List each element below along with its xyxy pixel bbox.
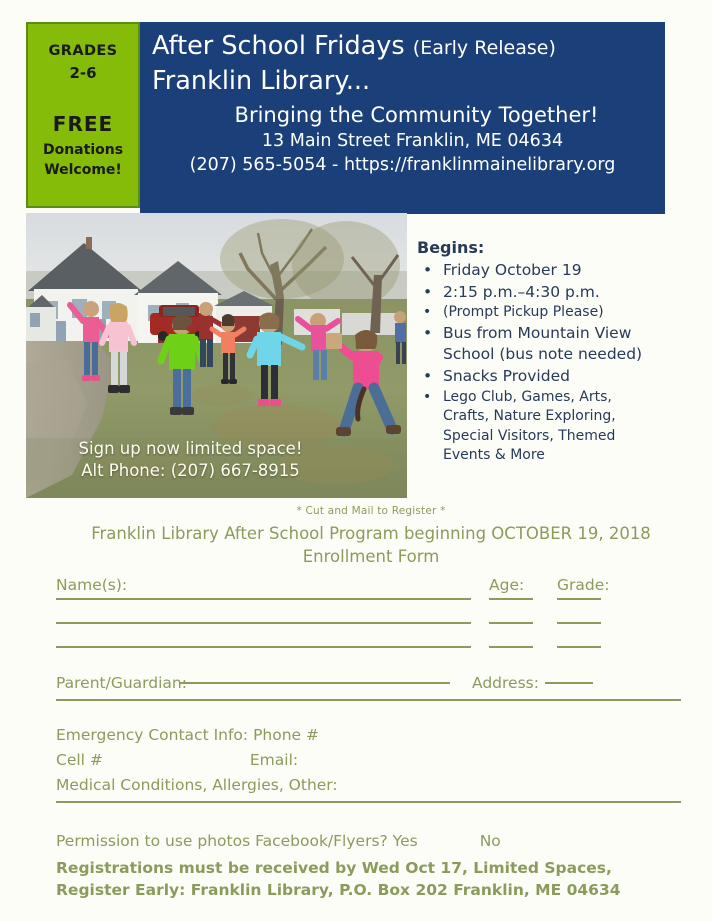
photo-caption-signup: Sign up now limited space!: [78, 439, 303, 458]
list-item-label: Snacks Provided: [443, 367, 570, 386]
free-label: FREE: [52, 111, 114, 136]
list-item: [417, 388, 687, 407]
registration-mailing-address: Register Early: Franklin Library, P.O. Box 202 Franklin, ME 04634: [56, 880, 621, 899]
list-item-continuation: [417, 446, 687, 465]
grade-input-line-2[interactable]: [557, 622, 601, 624]
emergency-contact-row[interactable]: [56, 726, 684, 751]
list-item-label: Lego Club, Games, Arts,: [443, 388, 612, 405]
cut-and-mail-note: * Cut and Mail to Register *: [296, 505, 446, 517]
name-input-line-1[interactable]: [56, 598, 471, 600]
cell-email-row[interactable]: [56, 751, 684, 776]
medical-continuation-row[interactable]: [56, 801, 684, 823]
registration-deadline-note: Registrations must be received by Wed Oct 17, Limited Spaces,: [56, 858, 612, 877]
grades-badge: [26, 22, 140, 208]
email-label: Email:: [249, 750, 299, 769]
photo-permission-no-label: No: [479, 831, 501, 850]
list-item-label: School (bus note needed): [443, 345, 643, 364]
list-item-label: Bus from Mountain View: [443, 323, 632, 342]
age-input-line-3[interactable]: [489, 646, 533, 648]
photo-permission-row[interactable]: [56, 832, 684, 857]
form-title-line2: Enrollment Form: [302, 546, 440, 566]
address-label: Address:: [472, 673, 539, 692]
flyer-title-parenthetical: (Early Release): [412, 37, 556, 59]
list-item: [417, 323, 687, 344]
parent-guardian-row[interactable]: [56, 674, 684, 699]
medical-input-line-2[interactable]: [56, 801, 681, 803]
list-item: [417, 303, 687, 322]
list-item-continuation: [417, 407, 687, 426]
bullet-icon: •: [423, 282, 433, 301]
list-item-label: (Prompt Pickup Please): [443, 304, 604, 321]
bullet-icon: •: [423, 323, 433, 342]
library-name: Franklin Library...: [152, 65, 371, 96]
list-item-label: Crafts, Nature Exploring,: [443, 408, 616, 425]
list-item: [417, 282, 687, 303]
details-list: [417, 260, 687, 465]
list-item-continuation: [417, 427, 687, 446]
donations-label: Donations: [42, 141, 124, 158]
age-input-line-2[interactable]: [489, 622, 533, 624]
flyer-header-band: [0, 0, 712, 212]
title-panel: [140, 22, 665, 214]
list-item-label: Events & More: [443, 447, 545, 464]
address-input[interactable]: [545, 682, 593, 684]
bullet-icon: •: [423, 367, 433, 386]
bullet-icon: •: [423, 261, 433, 279]
list-item-label: Friday October 19: [443, 261, 582, 279]
list-item-continuation: [417, 344, 687, 365]
medical-label: Medical Conditions, Allergies, Other:: [56, 775, 338, 794]
begins-heading: Begins:: [417, 238, 485, 257]
bullet-icon: •: [423, 388, 432, 405]
list-item-label: Special Visitors, Themed: [443, 427, 616, 444]
photo-caption-altphone: Alt Phone: (207) 667-8915: [81, 461, 300, 480]
names-label: Name(s):: [56, 575, 128, 594]
photo-permission-label: Permission to use photos Facebook/Flyers? Yes: [56, 831, 418, 850]
contact-line: (207) 565-5054 - https://franklinmainelibrary.org: [189, 154, 616, 175]
name-input-line-2[interactable]: [56, 622, 471, 624]
grades-range: 2-6: [69, 63, 97, 82]
grade-input-line-3[interactable]: [557, 646, 601, 648]
list-item: [417, 366, 687, 387]
flyer-title-row: [152, 30, 653, 64]
age-input-line-1[interactable]: [489, 598, 533, 600]
address-line: 13 Main Street Franklin, ME 04634: [261, 130, 564, 151]
form-title-line1: Franklin Library After School Program beginning OCTOBER 19, 2018: [91, 524, 651, 543]
emergency-contact-label: Emergency Contact Info: Phone #: [56, 725, 319, 744]
welcome-label: Welcome!: [44, 162, 122, 179]
cell-label: Cell #: [56, 750, 103, 769]
age-label: Age:: [489, 575, 525, 594]
address-continuation-row[interactable]: [56, 699, 684, 721]
flyer-title: After School Fridays: [152, 31, 405, 61]
list-item-label: 2:15 p.m.–4:30 p.m.: [443, 282, 600, 301]
form-spacer: [56, 823, 684, 832]
parent-guardian-label: Parent/Guardian:: [56, 673, 187, 692]
grades-label: GRADES: [48, 43, 118, 59]
medical-row[interactable]: [56, 776, 684, 801]
address-input-line-2[interactable]: [56, 699, 681, 701]
form-fields: [0, 576, 712, 901]
list-item: [417, 260, 687, 281]
enrollment-form: [0, 505, 712, 901]
name-input-line-3[interactable]: [56, 646, 471, 648]
grade-input-line-1[interactable]: [557, 598, 601, 600]
parent-guardian-input[interactable]: [180, 682, 450, 684]
bullet-icon: •: [423, 304, 432, 321]
grade-label: Grade:: [557, 575, 610, 594]
name-entry-row[interactable]: [56, 650, 684, 674]
tagline: Bringing the Community Together!: [234, 102, 599, 127]
program-details: [417, 238, 687, 466]
